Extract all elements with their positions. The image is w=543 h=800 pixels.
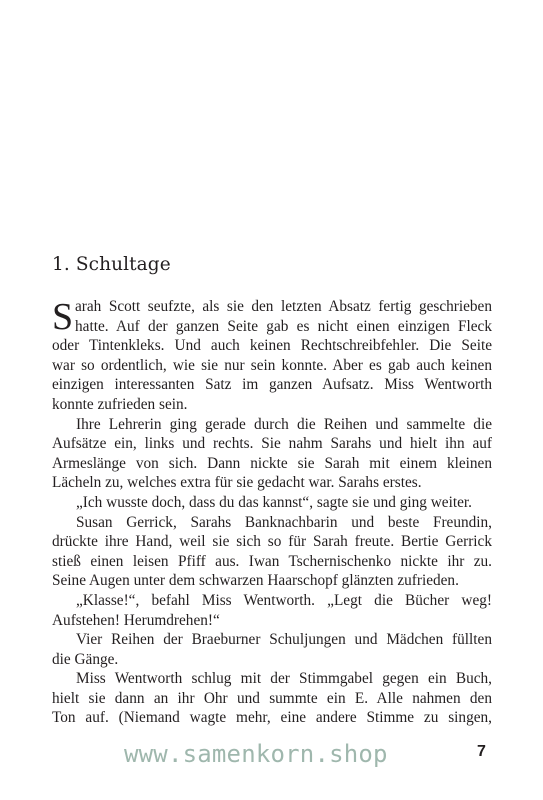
body-line: „Ich wusste doch, dass du das kannst“, sagte sie und ging weiter.	[76, 493, 472, 511]
body-line: „Klasse!“, befahl Miss Wentworth. „Legt die Bücher weg!	[76, 591, 492, 609]
body-line: Armeslänge von sich. Dann nickte sie Sarah mit einem kleinen	[52, 454, 492, 472]
drop-cap: S	[52, 296, 74, 338]
body-line: Vier Reihen der Braeburner Schuljungen und Mädchen füllten	[76, 631, 492, 649]
body-line: Ton auf. (Niemand wagte mehr, eine andere Stimme zu singen,	[52, 709, 492, 727]
body-line: stieß einen leisen Pfiff aus. Iwan Tschernischenko nickte ihr zu.	[52, 552, 492, 570]
chapter-title: 1. Schultage	[52, 254, 171, 275]
body-line: Seine Augen unter dem schwarzen Haarschopf glänzten zufrieden.	[52, 572, 459, 590]
body-line: konnte zufrieden sein.	[52, 395, 188, 413]
body-line: Lächeln zu, welches extra für sie gedacht war. Sarahs erstes.	[52, 474, 422, 492]
body-line: drückte ihre Hand, weil sie sich so für Sarah freute. Bertie Gerrick	[52, 533, 492, 551]
watermark-logo: www.samenkorn.shop	[124, 740, 388, 768]
body-line: die Gänge.	[52, 650, 119, 668]
body-line: einzigen interessanten Satz im ganzen Aufsatz. Miss Wentworth	[52, 376, 492, 394]
body-line: oder Tintenkleks. Und auch keinen Rechtschreibfehler. Die Seite	[52, 337, 492, 355]
body-line: war so ordentlich, wie sie nur sein konnte. Aber es gab auch keinen	[52, 356, 492, 374]
chapter-body	[52, 297, 492, 728]
body-line: Aufstehen! Herumdrehen!“	[52, 611, 220, 629]
body-line: Susan Gerrick, Sarahs Banknachbarin und beste Freundin,	[76, 513, 492, 531]
body-line: Ihre Lehrerin ging gerade durch die Reihen und sammelte die	[76, 415, 492, 433]
body-line: Miss Wentworth schlug mit der Stimmgabel gegen ein Buch,	[76, 670, 492, 688]
page-number: 7	[477, 743, 486, 760]
body-line: hielt sie dann an ihr Ohr und summte ein E. Alle nahmen den	[52, 689, 492, 707]
body-line: hatte. Auf der ganzen Seite gab es nicht einen einzigen Fleck	[75, 317, 492, 335]
body-line: arah Scott seufzte, als sie den letzten Absatz fertig geschrieben	[75, 298, 492, 315]
body-line: Aufsätze ein, links und rechts. Sie nahm Sarahs und hielt ihn auf	[52, 435, 492, 453]
